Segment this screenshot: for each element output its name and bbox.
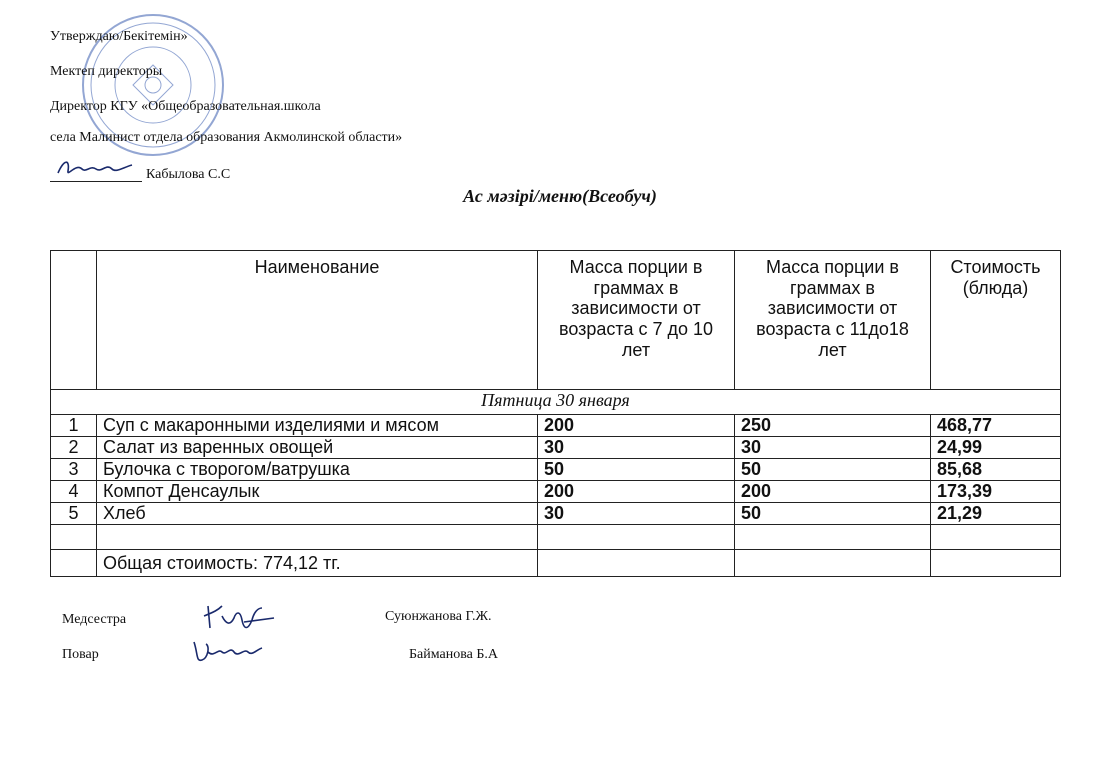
row-cost: 468,77 — [931, 415, 1061, 437]
approval-line-4: села Малинист отдела образования Акмолинской области» — [50, 130, 403, 145]
row-num: 2 — [51, 437, 97, 459]
empty-cell — [538, 550, 735, 577]
row-cost: 85,68 — [931, 459, 1061, 481]
day-label: Пятница 30 января — [51, 390, 1061, 415]
approval-line-2: Мектеп директоры — [50, 64, 163, 79]
row-mass-11-18: 50 — [735, 503, 931, 525]
total-row — [51, 550, 1061, 577]
day-row — [51, 390, 1061, 415]
empty-cell — [51, 550, 97, 577]
table-row — [51, 459, 1061, 481]
approval-line-1: Утверждаю/Бекітемін» — [50, 29, 188, 44]
row-num: 1 — [51, 415, 97, 437]
cook-name: Байманова Б.А — [409, 647, 499, 662]
header-mass-7-10: Масса порции в граммах в зависимости от возраста с 7 до 10 лет — [538, 251, 735, 390]
header-num — [51, 251, 97, 390]
menu-table — [50, 250, 1061, 577]
row-num: 5 — [51, 503, 97, 525]
table-row — [51, 503, 1061, 525]
row-cost: 21,29 — [931, 503, 1061, 525]
total-cost: Общая стоимость: 774,12 тг. — [97, 550, 538, 577]
table-row — [51, 437, 1061, 459]
row-mass-7-10: 200 — [538, 481, 735, 503]
row-mass-11-18: 30 — [735, 437, 931, 459]
empty-cell — [931, 525, 1061, 550]
director-signature-line — [50, 167, 230, 182]
empty-cell — [735, 525, 931, 550]
row-mass-11-18: 200 — [735, 481, 931, 503]
row-num: 4 — [51, 481, 97, 503]
nurse-name: Суюнжанова Г.Ж. — [385, 609, 492, 624]
director-name: Кабылова С.С — [146, 167, 231, 182]
row-name: Хлеб — [97, 503, 538, 525]
row-num: 3 — [51, 459, 97, 481]
header-mass-11-18: Масса порции в граммах в зависимости от возраста с 11до18 лет — [735, 251, 931, 390]
cook-signature — [188, 634, 268, 668]
row-mass-7-10: 30 — [538, 503, 735, 525]
row-name: Булочка с творогом/ватрушка — [97, 459, 538, 481]
empty-cell — [51, 525, 97, 550]
page-title: Ас мәзірі/меню(Всеобуч) — [463, 186, 657, 206]
nurse-signature — [200, 600, 280, 636]
row-mass-11-18: 250 — [735, 415, 931, 437]
nurse-role: Медсестра — [62, 612, 127, 627]
director-signature — [50, 167, 142, 182]
empty-row — [51, 525, 1061, 550]
row-cost: 173,39 — [931, 481, 1061, 503]
table-header-row — [51, 251, 1061, 390]
empty-cell — [97, 525, 538, 550]
header-name: Наименование — [97, 251, 538, 390]
row-mass-7-10: 200 — [538, 415, 735, 437]
empty-cell — [538, 525, 735, 550]
header-cost: Стоимость (блюда) — [931, 251, 1061, 390]
row-name: Салат из варенных овощей — [97, 437, 538, 459]
table-row — [51, 415, 1061, 437]
row-name: Компот Денсаулык — [97, 481, 538, 503]
approval-line-3: Директор КГУ «Общеобразовательная.школа — [50, 99, 321, 114]
empty-cell — [931, 550, 1061, 577]
row-mass-7-10: 30 — [538, 437, 735, 459]
empty-cell — [735, 550, 931, 577]
table-row — [51, 481, 1061, 503]
row-cost: 24,99 — [931, 437, 1061, 459]
cook-role: Повар — [62, 647, 99, 662]
row-mass-11-18: 50 — [735, 459, 931, 481]
row-name: Суп с макаронными изделиями и мясом — [97, 415, 538, 437]
row-mass-7-10: 50 — [538, 459, 735, 481]
